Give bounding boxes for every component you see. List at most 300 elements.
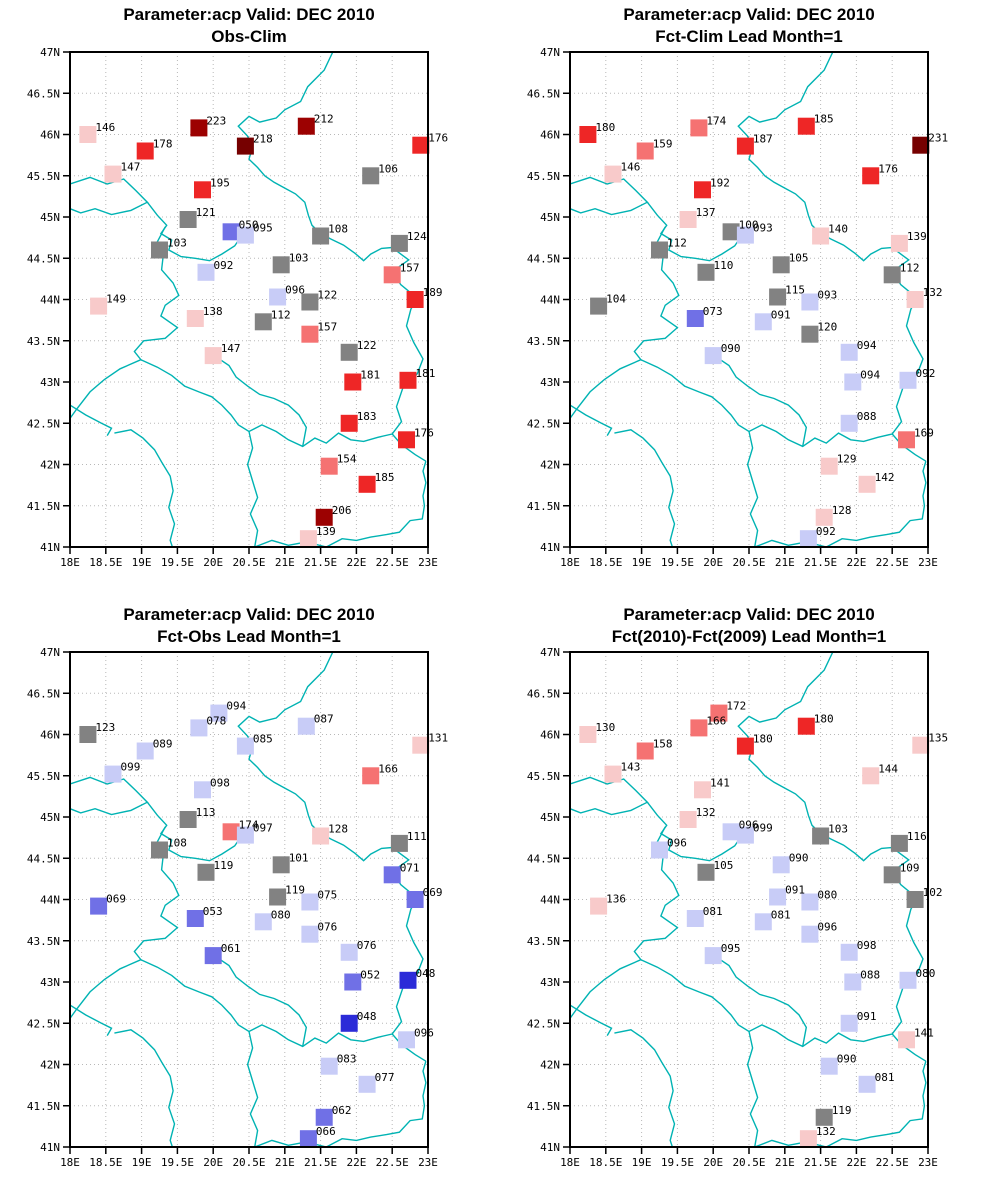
station-value-label: 141 <box>914 1026 934 1040</box>
station-marker <box>859 476 876 493</box>
station-marker <box>412 137 429 154</box>
station-value-label: 103 <box>828 822 848 836</box>
station-marker <box>190 119 207 136</box>
map-border-line <box>70 777 147 814</box>
station-value-label: 181 <box>360 368 381 382</box>
station-marker <box>698 864 715 881</box>
station-marker <box>821 1058 838 1075</box>
station-value-label: 088 <box>860 968 881 982</box>
station-value-label: 108 <box>167 836 187 850</box>
station-value-label: 181 <box>415 366 436 380</box>
y-tick-label: 47N <box>40 646 60 659</box>
station-value-label: 166 <box>706 714 727 728</box>
map-border-line <box>217 957 306 1046</box>
map-border-line <box>570 405 612 436</box>
x-tick-label: 20E <box>703 1156 724 1169</box>
station-marker <box>359 476 376 493</box>
panel-fct2010-fct2009 <box>500 600 1000 1200</box>
station-value-label: 176 <box>414 426 434 440</box>
y-tick-label: 43N <box>40 976 60 989</box>
station-value-label: 174 <box>238 818 259 832</box>
station-value-label: 123 <box>95 721 116 734</box>
station-value-label: 073 <box>702 305 723 318</box>
station-marker <box>773 256 790 273</box>
station-marker <box>801 926 818 943</box>
station-marker <box>590 898 607 915</box>
station-value-label: 166 <box>378 762 399 776</box>
x-tick-label: 19.5E <box>660 556 694 569</box>
station-value-label: 121 <box>195 206 216 219</box>
station-value-label: 120 <box>817 320 838 334</box>
station-marker <box>190 719 207 736</box>
x-tick-label: 21E <box>774 1156 795 1169</box>
station-marker <box>651 242 668 259</box>
station-marker <box>180 811 197 828</box>
station-marker <box>344 374 361 391</box>
panel-title-line1: Parameter:acp Valid: DEC 2010 <box>123 605 375 624</box>
y-tick-label: 47N <box>40 46 60 59</box>
y-tick-label: 46.5N <box>26 87 60 101</box>
station-value-label: 174 <box>706 114 727 128</box>
y-tick-label: 47N <box>540 646 560 659</box>
station-value-label: 081 <box>874 1070 895 1084</box>
station-marker <box>690 119 707 136</box>
map-border-line <box>614 430 674 547</box>
station-marker <box>705 947 722 964</box>
station-marker <box>137 743 154 760</box>
station-marker <box>816 509 833 526</box>
station-marker <box>579 726 596 743</box>
y-tick-label: 44N <box>40 893 60 907</box>
station-value-label: 158 <box>652 737 673 751</box>
x-tick-label: 22E <box>346 1156 367 1169</box>
y-tick-label: 42.5N <box>26 417 60 431</box>
x-tick-label: 22.5E <box>875 556 909 569</box>
station-value-label: 092 <box>915 366 936 380</box>
station-marker <box>900 972 917 989</box>
station-marker <box>79 726 96 743</box>
station-marker <box>912 137 929 154</box>
station-value-label: 098 <box>210 776 230 790</box>
station-marker <box>194 181 211 198</box>
station-value-label: 112 <box>667 236 687 250</box>
station-value-label: 178 <box>152 137 173 151</box>
station-value-label: 096 <box>667 836 687 850</box>
y-tick-label: 43N <box>540 976 560 989</box>
station-value-label: 100 <box>738 218 759 232</box>
station-value-label: 091 <box>856 1009 877 1023</box>
station-value-label: 090 <box>788 851 809 865</box>
station-value-label: 101 <box>288 851 309 865</box>
y-tick-label: 44.5N <box>526 852 560 866</box>
station-marker <box>755 313 772 330</box>
station-marker <box>801 326 818 343</box>
station-value-label: 218 <box>252 132 273 146</box>
x-tick-label: 18.5E <box>89 556 123 569</box>
x-tick-label: 21E <box>774 556 795 569</box>
station-value-label: 124 <box>406 229 427 243</box>
station-value-label: 088 <box>856 409 877 423</box>
station-value-label: 071 <box>399 861 420 875</box>
x-tick-label: 19E <box>131 1156 152 1169</box>
x-tick-label: 21.5E <box>804 1156 838 1169</box>
y-tick-label: 46N <box>540 728 560 742</box>
station-marker <box>891 235 908 252</box>
station-marker <box>862 167 879 184</box>
station-marker <box>773 856 790 873</box>
station-value-label: 157 <box>317 320 338 334</box>
station-value-label: 085 <box>252 732 273 746</box>
panel-title-line2: Fct-Clim Lead Month=1 <box>655 27 843 46</box>
station-marker <box>90 898 107 915</box>
y-tick-label: 45N <box>40 211 60 224</box>
y-tick-label: 43N <box>40 376 60 389</box>
y-tick-label: 45.5N <box>26 169 60 183</box>
station-value-label: 116 <box>906 829 927 843</box>
x-tick-label: 22.5E <box>375 1156 409 1169</box>
station-marker <box>769 289 786 306</box>
station-value-label: 122 <box>317 288 338 302</box>
map-border-line <box>570 177 647 214</box>
station-value-label: 206 <box>331 503 352 517</box>
station-value-label: 069 <box>422 886 443 899</box>
station-value-label: 136 <box>606 892 626 906</box>
station-marker <box>255 313 272 330</box>
y-tick-label: 46.5N <box>526 87 560 101</box>
station-value-label: 095 <box>720 942 741 956</box>
map-border-line <box>614 1030 674 1147</box>
station-value-label: 080 <box>817 888 838 902</box>
map-border-line <box>717 357 807 446</box>
y-tick-label: 41N <box>40 1141 60 1154</box>
station-marker <box>301 326 318 343</box>
station-marker <box>90 298 107 315</box>
y-tick-label: 44N <box>540 293 560 307</box>
x-tick-label: 22.5E <box>875 1156 909 1169</box>
station-value-label: 128 <box>831 503 852 517</box>
station-marker <box>412 737 429 754</box>
station-value-label: 185 <box>374 470 395 484</box>
station-marker <box>79 126 96 143</box>
station-marker <box>907 891 924 908</box>
station-marker <box>579 126 596 143</box>
station-value-label: 080 <box>270 908 291 922</box>
station-marker <box>273 856 290 873</box>
station-marker <box>687 910 704 927</box>
station-marker <box>269 289 286 306</box>
map-border-line <box>570 777 647 814</box>
x-tick-label: 18.5E <box>589 1156 623 1169</box>
station-value-label: 102 <box>922 886 943 899</box>
map-border-line <box>70 177 147 214</box>
map-border-line <box>70 405 112 436</box>
station-marker <box>398 431 415 448</box>
station-value-label: 149 <box>106 292 126 306</box>
y-tick-label: 41N <box>540 1141 560 1154</box>
y-tick-label: 42N <box>40 1058 60 1072</box>
station-value-label: 061 <box>220 942 241 956</box>
x-tick-label: 19.5E <box>160 1156 194 1169</box>
station-value-label: 122 <box>356 338 377 352</box>
station-marker <box>812 828 829 845</box>
station-value-label: 096 <box>414 1026 434 1040</box>
station-value-label: 113 <box>195 806 216 819</box>
x-tick-label: 20.5E <box>732 556 766 569</box>
station-marker <box>698 264 715 281</box>
station-value-label: 137 <box>695 206 716 219</box>
station-value-label: 106 <box>378 162 399 176</box>
station-value-label: 223 <box>206 114 227 128</box>
station-marker <box>359 1076 376 1093</box>
station-value-label: 119 <box>213 858 234 872</box>
station-value-label: 183 <box>356 409 377 423</box>
station-value-label: 094 <box>226 699 247 713</box>
station-marker <box>844 374 861 391</box>
station-value-label: 119 <box>285 883 305 897</box>
station-value-label: 081 <box>702 905 723 918</box>
station-marker <box>341 944 358 961</box>
station-marker <box>180 211 197 228</box>
station-marker <box>205 947 222 964</box>
x-tick-label: 18E <box>560 556 580 569</box>
station-marker <box>400 972 417 989</box>
station-marker <box>680 811 697 828</box>
y-tick-label: 44.5N <box>26 252 60 266</box>
x-tick-label: 20.5E <box>232 1156 266 1169</box>
station-value-label: 159 <box>652 137 673 151</box>
station-marker <box>705 347 722 364</box>
station-value-label: 062 <box>331 1103 352 1117</box>
station-marker <box>400 372 417 389</box>
station-marker <box>821 458 838 475</box>
station-value-label: 083 <box>336 1052 357 1066</box>
y-tick-label: 44N <box>540 893 560 907</box>
station-value-label: 099 <box>752 821 773 835</box>
y-tick-label: 44N <box>40 293 60 307</box>
station-value-label: 231 <box>928 131 949 145</box>
station-value-label: 112 <box>270 308 291 322</box>
station-marker <box>151 242 168 259</box>
map-border-line <box>114 430 174 547</box>
station-value-label: 050 <box>238 218 259 232</box>
station-marker <box>255 913 272 930</box>
x-tick-label: 22E <box>846 556 867 569</box>
x-tick-label: 23E <box>918 556 938 569</box>
x-tick-label: 22.5E <box>375 556 409 569</box>
station-marker <box>841 415 858 432</box>
x-tick-label: 22E <box>846 1156 867 1169</box>
station-marker <box>341 1015 358 1032</box>
y-tick-label: 44.5N <box>26 852 60 866</box>
x-tick-label: 19.5E <box>160 556 194 569</box>
station-marker <box>637 743 654 760</box>
station-value-label: 110 <box>713 258 734 272</box>
station-value-label: 138 <box>202 305 223 318</box>
y-tick-label: 41N <box>40 541 60 554</box>
x-tick-label: 19.5E <box>660 1156 694 1169</box>
station-value-label: 048 <box>356 1009 377 1023</box>
station-value-label: 195 <box>210 176 230 190</box>
station-marker <box>312 828 329 845</box>
x-tick-label: 23E <box>418 1156 438 1169</box>
station-marker <box>755 913 772 930</box>
station-value-label: 146 <box>95 121 116 134</box>
station-value-label: 144 <box>878 762 899 776</box>
station-marker <box>151 842 168 859</box>
station-marker <box>407 291 424 308</box>
station-value-label: 080 <box>915 966 936 980</box>
y-tick-label: 41N <box>540 541 560 554</box>
station-value-label: 077 <box>374 1070 395 1084</box>
station-marker <box>237 138 254 155</box>
map-border-line <box>641 360 892 447</box>
station-value-label: 105 <box>713 858 734 872</box>
station-marker <box>900 372 917 389</box>
y-tick-label: 46N <box>40 728 60 742</box>
x-tick-label: 21E <box>274 1156 295 1169</box>
y-tick-label: 41.5N <box>26 499 60 513</box>
station-marker <box>884 866 901 883</box>
station-value-label: 154 <box>336 452 357 466</box>
station-value-label: 099 <box>120 760 141 774</box>
station-value-label: 139 <box>906 229 927 243</box>
station-marker <box>273 256 290 273</box>
station-marker <box>316 1109 333 1126</box>
panel-title-line2: Fct-Obs Lead Month=1 <box>157 627 341 646</box>
station-value-label: 192 <box>710 176 730 190</box>
x-tick-label: 20.5E <box>732 1156 766 1169</box>
x-tick-label: 21.5E <box>304 1156 338 1169</box>
x-tick-label: 20E <box>703 556 724 569</box>
x-tick-label: 23E <box>918 1156 938 1169</box>
station-value-label: 092 <box>815 525 836 539</box>
station-value-label: 092 <box>213 258 234 272</box>
station-value-label: 097 <box>252 821 273 835</box>
station-marker <box>737 738 754 755</box>
station-value-label: 090 <box>836 1052 857 1066</box>
y-tick-label: 45.5N <box>526 769 560 783</box>
x-tick-label: 20E <box>203 1156 224 1169</box>
station-marker <box>198 264 215 281</box>
station-value-label: 078 <box>206 714 227 728</box>
station-value-label: 176 <box>428 131 449 145</box>
station-value-label: 212 <box>313 112 334 126</box>
station-marker <box>205 347 222 364</box>
station-value-label: 115 <box>785 283 805 297</box>
station-marker <box>690 719 707 736</box>
station-marker <box>298 118 315 135</box>
y-tick-label: 44.5N <box>526 252 560 266</box>
station-value-label: 104 <box>606 292 626 306</box>
station-marker <box>687 310 704 327</box>
map-border-line <box>141 960 392 1047</box>
y-tick-label: 43N <box>540 376 560 389</box>
station-marker <box>841 1015 858 1032</box>
station-marker <box>194 781 211 798</box>
station-marker <box>198 864 215 881</box>
station-marker <box>651 842 668 859</box>
y-tick-label: 42.5N <box>26 1017 60 1031</box>
panel-obs-clim <box>0 0 500 600</box>
station-marker <box>321 1058 338 1075</box>
station-value-label: 172 <box>726 699 747 713</box>
station-marker <box>398 1031 415 1048</box>
station-marker <box>137 143 154 160</box>
station-value-label: 096 <box>738 818 759 832</box>
station-marker <box>841 944 858 961</box>
station-marker <box>694 181 711 198</box>
station-marker <box>384 266 401 283</box>
y-tick-label: 43.5N <box>26 334 60 348</box>
station-value-label: 189 <box>422 286 443 299</box>
panel-title-line2: Obs-Clim <box>211 27 287 46</box>
station-marker <box>321 458 338 475</box>
y-tick-label: 42N <box>40 458 60 472</box>
station-marker <box>891 835 908 852</box>
y-tick-label: 45.5N <box>526 169 560 183</box>
y-tick-label: 42.5N <box>526 417 560 431</box>
station-value-label: 048 <box>415 966 436 980</box>
station-marker <box>907 291 924 308</box>
station-value-label: 075 <box>317 888 338 902</box>
station-marker <box>816 1109 833 1126</box>
station-value-label: 132 <box>695 806 716 819</box>
y-tick-label: 47N <box>540 46 560 59</box>
station-marker <box>605 166 622 183</box>
x-tick-label: 18E <box>560 1156 580 1169</box>
station-marker <box>301 926 318 943</box>
station-marker <box>680 211 697 228</box>
station-marker <box>407 891 424 908</box>
station-value-label: 129 <box>836 452 857 466</box>
station-marker <box>898 1031 915 1048</box>
station-marker <box>187 910 204 927</box>
station-value-label: 169 <box>914 426 934 440</box>
station-value-label: 176 <box>878 162 899 176</box>
station-value-label: 142 <box>874 470 895 484</box>
x-tick-label: 21.5E <box>304 556 338 569</box>
x-tick-label: 19E <box>131 556 152 569</box>
y-tick-label: 46N <box>40 128 60 142</box>
y-tick-label: 42N <box>540 1058 560 1072</box>
station-value-label: 105 <box>788 251 809 265</box>
station-value-label: 066 <box>315 1125 336 1139</box>
station-marker <box>300 1130 317 1147</box>
x-tick-label: 19E <box>631 556 652 569</box>
station-value-label: 130 <box>595 721 616 734</box>
y-tick-label: 42.5N <box>526 1017 560 1031</box>
station-value-label: 076 <box>317 920 338 934</box>
station-value-label: 103 <box>288 251 309 265</box>
station-marker <box>812 228 829 245</box>
x-tick-label: 21E <box>274 556 295 569</box>
y-tick-label: 42N <box>540 458 560 472</box>
station-value-label: 119 <box>831 1103 852 1117</box>
station-value-label: 108 <box>328 222 348 236</box>
panel-title-line2: Fct(2010)-Fct(2009) Lead Month=1 <box>611 627 887 646</box>
station-value-label: 093 <box>752 221 773 235</box>
station-value-label: 076 <box>356 938 377 952</box>
y-tick-label: 43.5N <box>26 934 60 948</box>
station-marker <box>605 766 622 783</box>
station-marker <box>341 415 358 432</box>
station-value-label: 157 <box>399 261 420 275</box>
map-border-line <box>217 357 306 446</box>
station-value-label: 081 <box>770 908 791 922</box>
y-tick-label: 41.5N <box>26 1099 60 1113</box>
map-border-line <box>641 960 892 1047</box>
station-marker <box>298 718 315 735</box>
